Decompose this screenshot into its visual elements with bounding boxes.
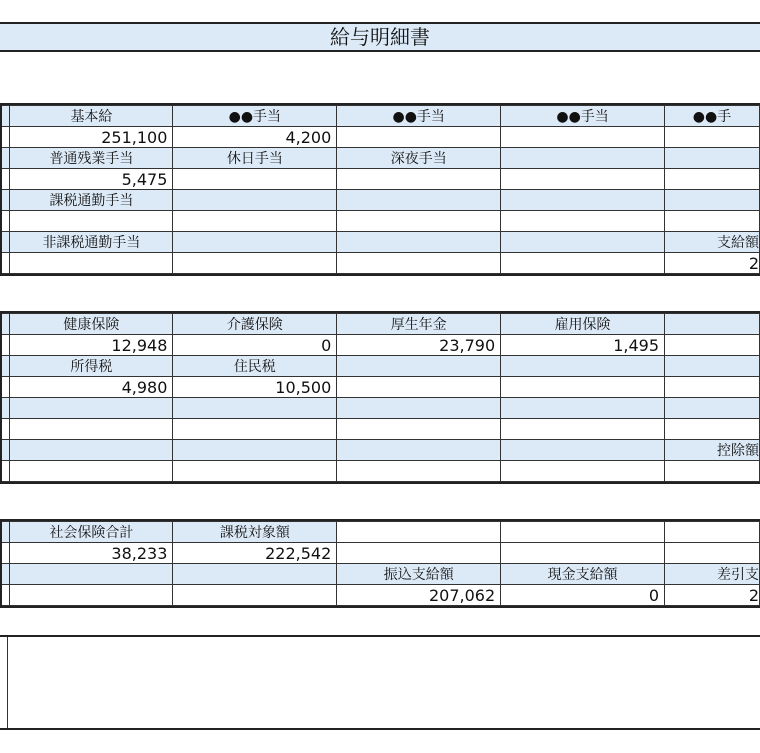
label-total-deduction: 控除額	[665, 440, 760, 461]
label-total-payment: 支給額	[665, 232, 760, 253]
label-empty	[173, 190, 337, 211]
value-allowance-1[interactable]: 4,200	[173, 127, 337, 148]
label-health-insurance: 健康保険	[10, 314, 173, 335]
deductions-value-row-1	[2, 335, 760, 356]
value-cell[interactable]	[10, 461, 173, 482]
label-cash-payment: 現金支給額	[501, 564, 665, 585]
deductions-value-row-3	[2, 419, 760, 440]
label-basic-salary: 基本給	[10, 106, 173, 127]
deductions-label-row-3	[2, 398, 760, 419]
value-cell[interactable]	[173, 461, 337, 482]
value-nontaxable-commute[interactable]	[10, 253, 173, 274]
payments-label-row-3	[2, 190, 760, 211]
totals-label-row-1	[2, 522, 760, 543]
label-taxable-amount: 課税対象額	[173, 522, 337, 543]
value-cash-payment[interactable]: 0	[501, 585, 665, 606]
value-income-tax[interactable]: 4,980	[10, 377, 173, 398]
value-cell[interactable]	[501, 377, 665, 398]
value-employment-insurance[interactable]: 1,495	[501, 335, 665, 356]
value-total-payment[interactable]: 2	[665, 253, 760, 274]
label-empty	[337, 398, 501, 419]
label-resident-tax: 住民税	[173, 356, 337, 377]
label-social-insurance-total: 社会保険合計	[10, 522, 173, 543]
deductions-label-row-4	[2, 440, 760, 461]
label-empty	[337, 522, 501, 543]
value-cell[interactable]	[173, 211, 337, 232]
value-overtime[interactable]: 5,475	[10, 169, 173, 190]
label-income-tax: 所得税	[10, 356, 173, 377]
value-bank-transfer-payment[interactable]: 207,062	[337, 585, 501, 606]
value-cell[interactable]	[10, 585, 173, 606]
label-holiday-allowance: 休日手当	[173, 148, 337, 169]
value-holiday-allowance[interactable]	[173, 169, 337, 190]
value-cell[interactable]	[501, 461, 665, 482]
label-empty	[665, 190, 760, 211]
value-cell[interactable]	[501, 253, 665, 274]
label-allowance-2: ●●手当	[337, 106, 501, 127]
value-allowance-4[interactable]	[665, 127, 760, 148]
totals-label-row-2	[2, 564, 760, 585]
payments-label-row-1	[2, 106, 760, 127]
value-resident-tax[interactable]: 10,500	[173, 377, 337, 398]
deductions-label-row-2	[2, 356, 760, 377]
label-empty	[337, 232, 501, 253]
value-social-insurance-total[interactable]: 38,233	[10, 543, 173, 564]
memo-section[interactable]	[0, 635, 760, 730]
deductions-label-row-1	[2, 314, 760, 335]
payments-label-row-4	[2, 232, 760, 253]
totals-table	[2, 521, 760, 606]
value-taxable-amount[interactable]: 222,542	[173, 543, 337, 564]
label-nontaxable-commute: 非課税通勤手当	[10, 232, 173, 253]
label-empty	[665, 314, 760, 335]
totals-section	[0, 519, 760, 608]
value-cell[interactable]	[501, 543, 665, 564]
value-cell[interactable]	[665, 419, 760, 440]
label-taxable-commute: 課税通勤手当	[10, 190, 173, 211]
label-empty	[501, 522, 665, 543]
payslip-title: 給与明細書	[0, 22, 760, 52]
value-allowance-2[interactable]	[337, 127, 501, 148]
label-overtime: 普通残業手当	[10, 148, 173, 169]
value-allowance-3[interactable]	[501, 127, 665, 148]
label-empty	[10, 440, 173, 461]
payments-value-row-1	[2, 127, 760, 148]
value-cell[interactable]	[665, 169, 760, 190]
memo-divider	[7, 637, 8, 728]
value-night-allowance[interactable]	[337, 169, 501, 190]
label-empty	[173, 398, 337, 419]
label-empty	[665, 148, 760, 169]
label-allowance-3: ●●手当	[501, 106, 665, 127]
payments-section	[0, 103, 760, 276]
value-cell[interactable]	[665, 377, 760, 398]
value-cell[interactable]	[501, 211, 665, 232]
value-cell[interactable]	[10, 419, 173, 440]
payments-value-row-4	[2, 253, 760, 274]
label-empty	[665, 522, 760, 543]
value-total-deduction[interactable]	[665, 461, 760, 482]
label-nursing-insurance: 介護保険	[173, 314, 337, 335]
label-empty	[665, 398, 760, 419]
payments-table	[2, 105, 760, 274]
deductions-section	[0, 311, 760, 484]
label-empty	[501, 398, 665, 419]
label-allowance-4: ●●手	[665, 106, 760, 127]
label-empty	[501, 356, 665, 377]
label-empty	[173, 564, 337, 585]
label-empty	[10, 564, 173, 585]
label-empty	[10, 398, 173, 419]
label-pension: 厚生年金	[337, 314, 501, 335]
value-cell[interactable]	[665, 335, 760, 356]
value-cell[interactable]	[665, 543, 760, 564]
label-net-payment: 差引支	[665, 564, 760, 585]
label-empty	[501, 190, 665, 211]
label-empty	[337, 190, 501, 211]
payments-value-row-2	[2, 169, 760, 190]
payments-label-row-2	[2, 148, 760, 169]
value-cell[interactable]	[337, 211, 501, 232]
value-net-payment[interactable]: 2	[665, 585, 760, 606]
deductions-value-row-2	[2, 377, 760, 398]
label-empty	[173, 232, 337, 253]
payments-value-row-3	[2, 211, 760, 232]
value-cell[interactable]	[337, 461, 501, 482]
label-bank-transfer-payment: 振込支給額	[337, 564, 501, 585]
label-employment-insurance: 雇用保険	[501, 314, 665, 335]
label-empty	[501, 232, 665, 253]
label-allowance-1: ●●手当	[173, 106, 337, 127]
label-empty	[173, 440, 337, 461]
label-night-allowance: 深夜手当	[337, 148, 501, 169]
deductions-table	[2, 313, 760, 482]
label-empty	[501, 440, 665, 461]
deductions-value-row-4	[2, 461, 760, 482]
totals-value-row-2	[2, 585, 760, 606]
totals-value-row-1	[2, 543, 760, 564]
value-basic-salary[interactable]: 251,100	[10, 127, 173, 148]
value-nursing-insurance[interactable]: 0	[173, 335, 337, 356]
value-cell[interactable]	[173, 419, 337, 440]
value-cell[interactable]	[337, 419, 501, 440]
value-cell[interactable]	[173, 585, 337, 606]
value-cell[interactable]	[501, 419, 665, 440]
value-cell[interactable]	[337, 543, 501, 564]
value-cell[interactable]	[173, 253, 337, 274]
value-health-insurance[interactable]: 12,948	[10, 335, 173, 356]
label-empty	[337, 356, 501, 377]
value-taxable-commute[interactable]	[10, 211, 173, 232]
label-empty	[501, 148, 665, 169]
label-empty	[665, 356, 760, 377]
value-cell[interactable]	[337, 253, 501, 274]
value-pension[interactable]: 23,790	[337, 335, 501, 356]
value-cell[interactable]	[501, 169, 665, 190]
value-cell[interactable]	[665, 211, 760, 232]
value-cell[interactable]	[337, 377, 501, 398]
label-empty	[337, 440, 501, 461]
